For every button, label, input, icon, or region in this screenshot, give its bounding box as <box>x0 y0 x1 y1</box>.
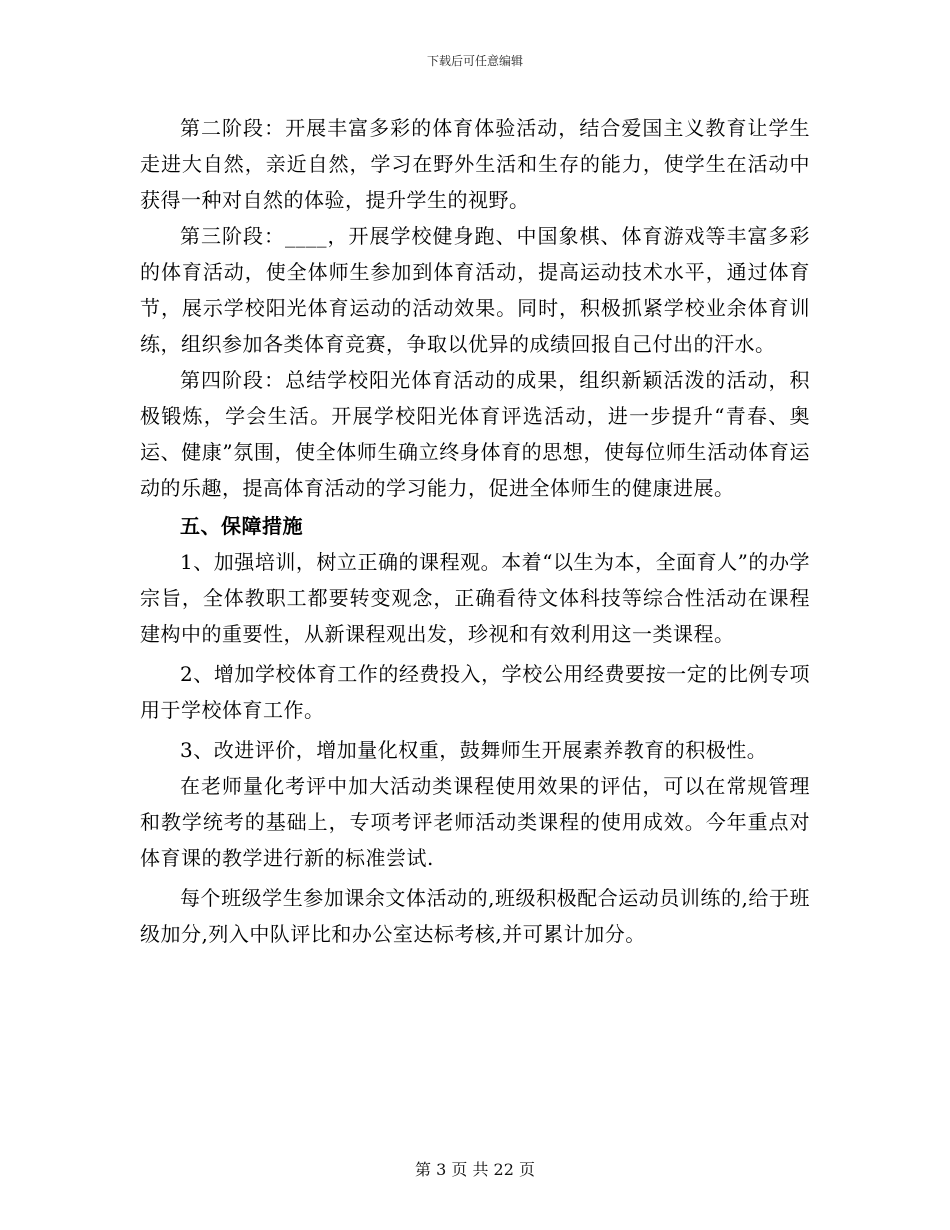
measure-class-paragraph: 每个班级学生参加课余文体活动的,班级积极配合运动员训练的,给于班级加分,列入中队评比和办公室达标考核,并可累计加分。 <box>140 886 810 946</box>
section-heading: 五、保障措施 <box>180 514 303 538</box>
measure-detail-paragraph: 在老师量化考评中加大活动类课程使用效果的评估，可以在常规管理和教学统考的基础上，专项考评老师活动类课程的使用成效。今年重点对体育课的教学进行新的标准尝试. <box>140 774 810 870</box>
measure-item-2: 2、增加学校体育工作的经费投入，学校公用经费要按一定的比例专项用于学校体育工作。 <box>140 662 810 722</box>
paragraph-stage-four: 第四阶段：总结学校阳光体育活动的成果，组织新颖活泼的活动，积极锻炼，学会生活。开展学校阳光体育评选活动，进一步提升“青春、奥运、健康”氛围，使全体师生确立终身体育的思想，使每位师生活动体育运动的乐趣，提高体育活动的学习能力，促进全体师生的健康进展。 <box>140 368 810 500</box>
measure-item-1: 1、加强培训，树立正确的课程观。本着“以生为本，全面育人”的办学宗旨，全体教职工都要转变观念，正确看待文体科技等综合性活动在课程建构中的重要性，从新课程观出发，珍视和有效利用这一类课程。 <box>140 550 810 646</box>
paragraph-stage-two: 第二阶段：开展丰富多彩的体育体验活动，结合爱国主义教育让学生走进大自然，亲近自然，学习在野外生活和生存的能力，使学生在活动中获得一种对自然的体验，提升学生的视野。 <box>140 116 810 212</box>
measure-item-3: 3、改进评价，增加量化权重，鼓舞师生开展素养教育的积极性。 <box>180 738 768 762</box>
page-header: 下载后可任意编辑 <box>426 54 523 68</box>
paragraph-stage-three: 第三阶段：____，开展学校健身跑、中国象棋、体育游戏等丰富多彩的体育活动，使全体师生参加到体育活动，提高运动技术水平，通过体育节，展示学校阳光体育运动的活动效果。同时，积极抓紧学校业余体育训练，组织参加各类体育竞赛，争取以优异的成绩回报自己付出的汗水。 <box>140 224 810 356</box>
document-body <box>140 110 810 952</box>
page-number: 第 3 页 共 22 页 <box>415 1160 535 1179</box>
